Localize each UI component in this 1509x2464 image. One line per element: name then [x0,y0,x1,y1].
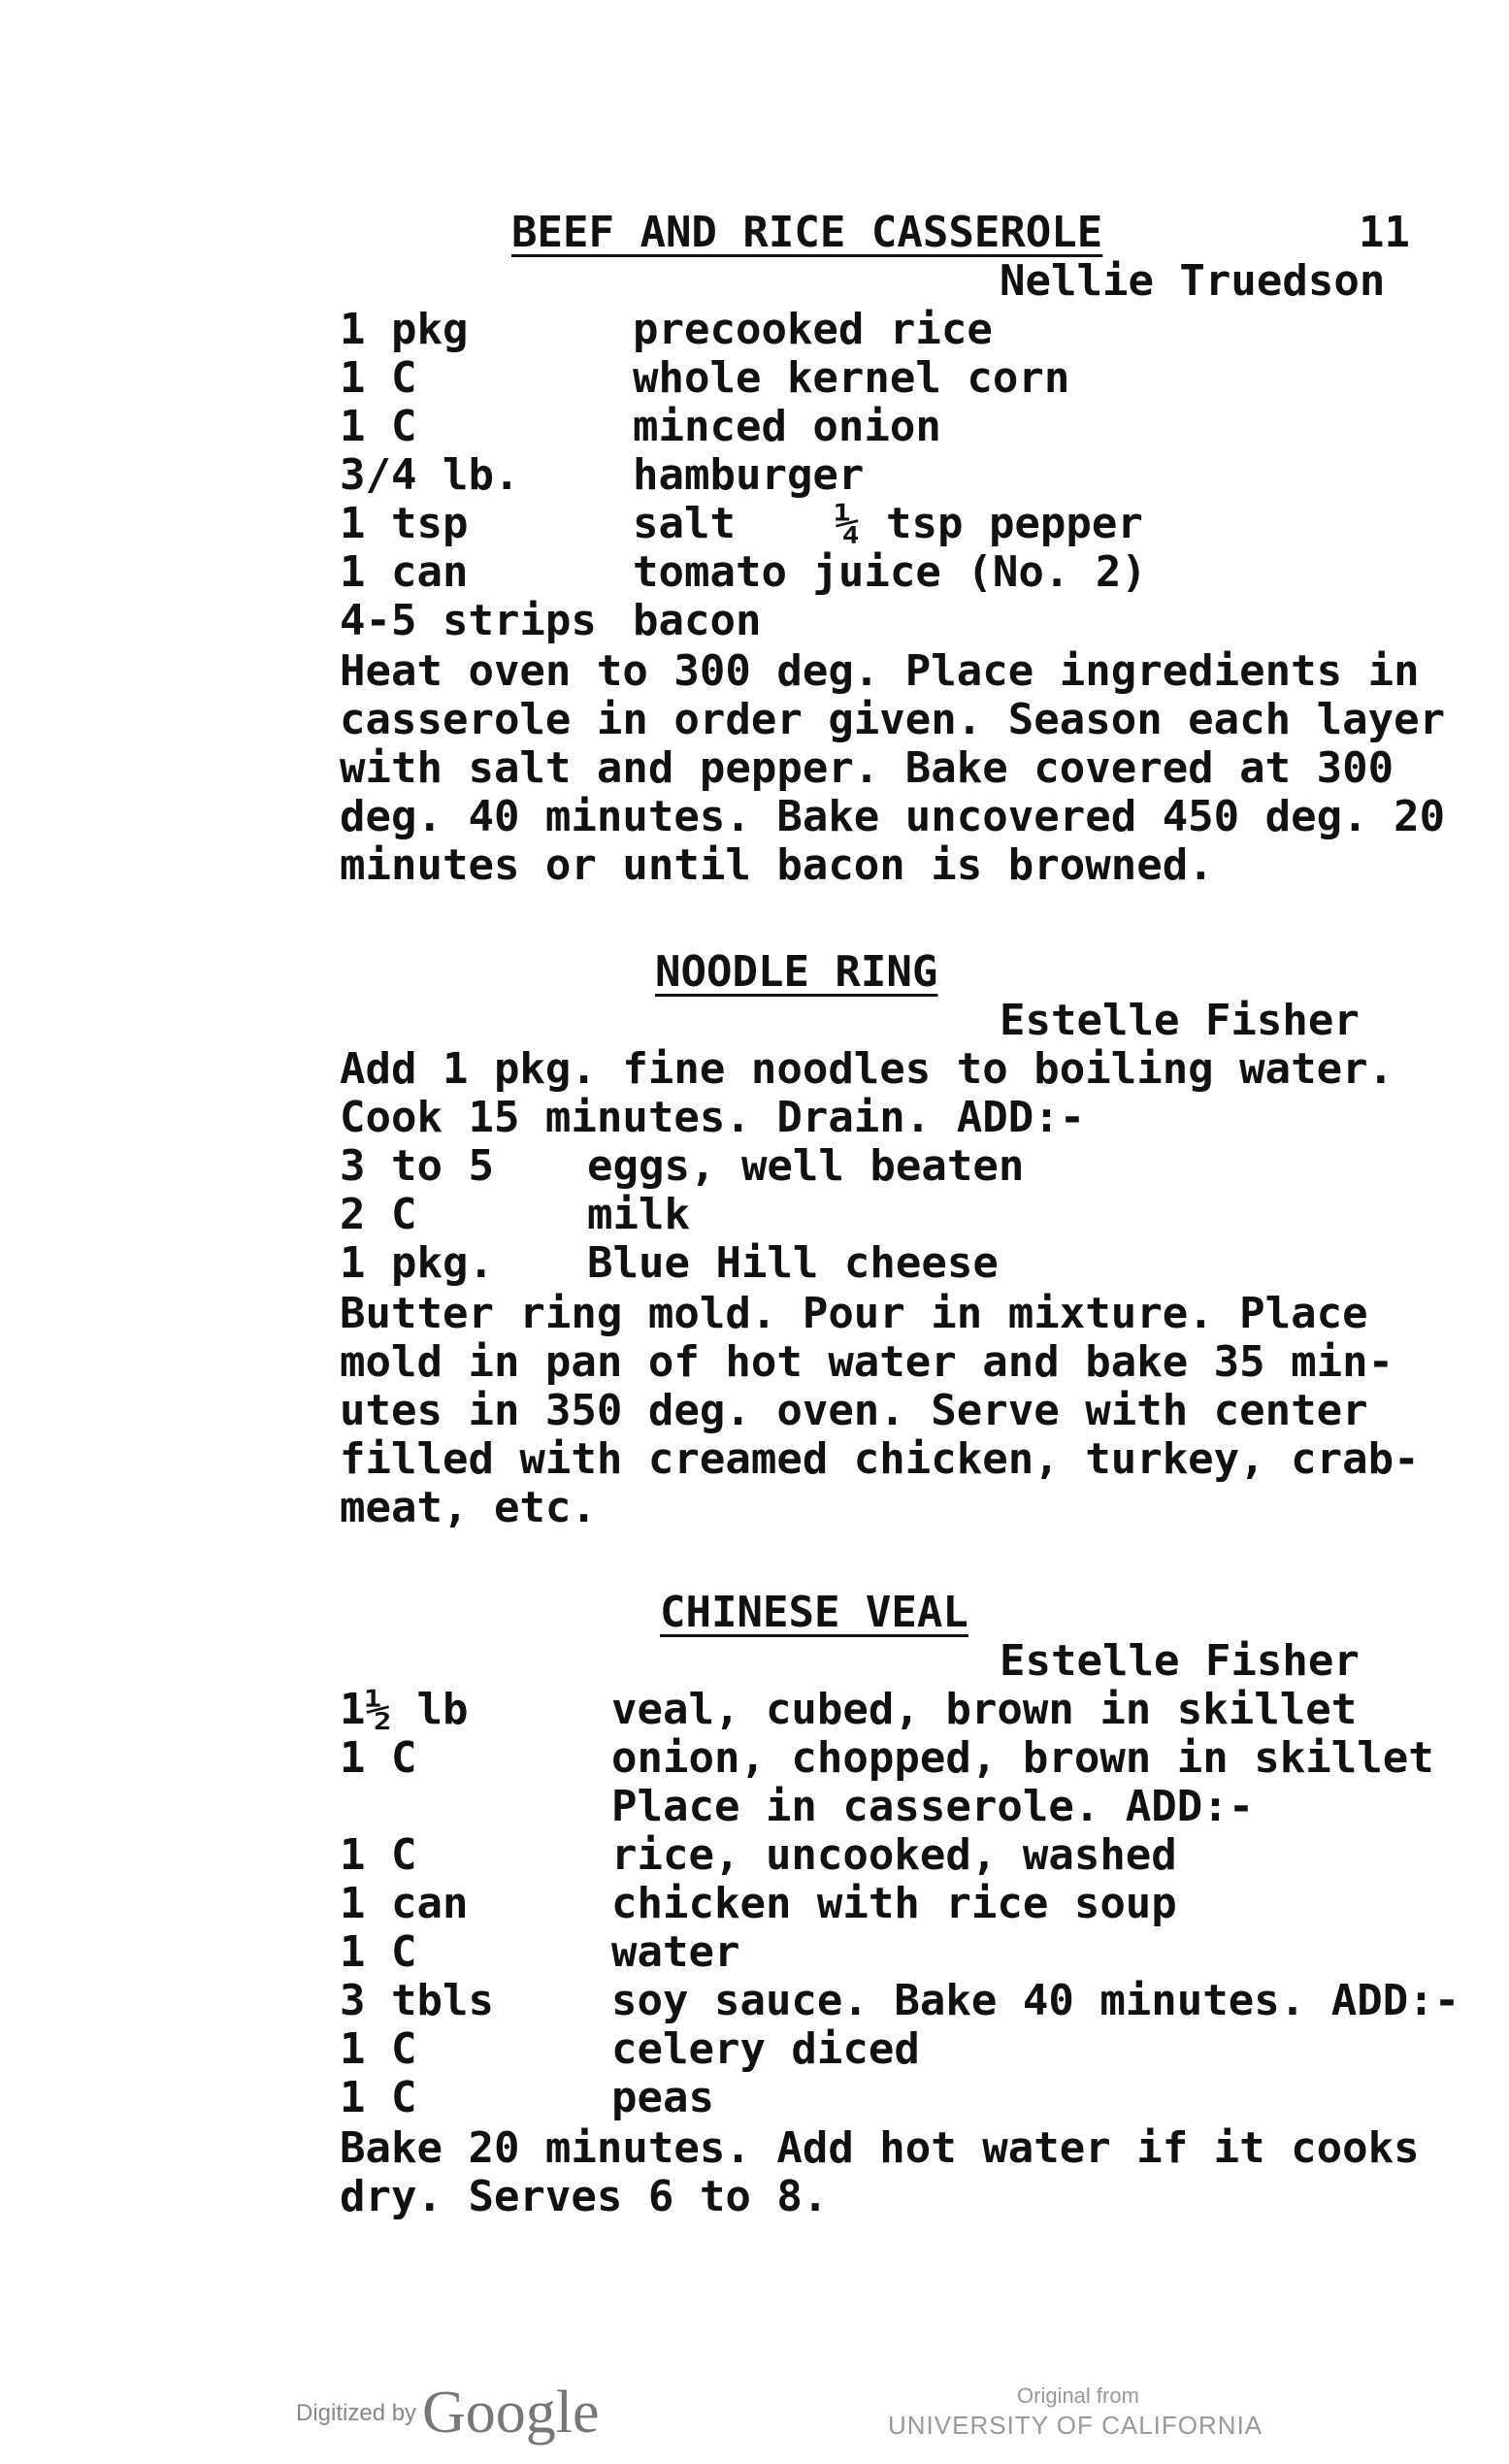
recipe-title: CHINESE VEAL [660,1588,968,1637]
direction-line: mold in pan of hot water and bake 35 min- [340,1337,1394,1387]
ingredient-item: eggs, well beaten [587,1141,1025,1191]
institution-label: UNIVERSITY OF CALIFORNIA [888,2411,1263,2440]
ingredient-item: rice, uncooked, washed [611,1830,1177,1880]
ingredient-qty: 1 C [340,2024,417,2074]
recipe-title: NOODLE RING [655,947,938,997]
ingredient-qty: 4-5 strips [340,596,597,645]
ingredient-qty: 1 C [340,1733,417,1783]
direction-line: with salt and pepper. Bake covered at 300 [340,743,1394,793]
google-logo: Google [422,2380,600,2446]
ingredient-item: chicken with rice soup [611,1879,1177,1928]
direction-line: meat, etc. [340,1483,597,1532]
ingredient-qty: 1 pkg. [340,1238,494,1288]
ingredient-qty: 2 C [340,1190,417,1239]
direction-line: deg. 40 minutes. Bake uncovered 450 deg. 20 [340,792,1446,841]
ingredient-qty: 3/4 lb. [340,450,520,500]
ingredient-qty: 1 C [340,1927,417,1977]
ingredient-qty: 1½ lb [340,1685,469,1734]
recipe-author: Estelle Fisher [1000,996,1360,1045]
ingredient-qty: 1 can [340,547,469,597]
digitized-by-label: Digitized by [296,2400,417,2426]
direction-line: Add 1 pkg. fine noodles to boiling water. [340,1044,1394,1094]
ingredient-item: water [611,1927,740,1977]
ingredient-qty: 1 C [340,2073,417,2122]
ingredient-qty: 1 pkg [340,305,469,354]
direction-line: Cook 15 minutes. Drain. ADD:- [340,1093,1086,1142]
ingredient-item: onion, chopped, brown in skillet [611,1733,1434,1783]
ingredient-item: peas [611,2073,714,2122]
ingredient-qty: 1 C [340,1830,417,1880]
ingredient-qty: 1 C [340,353,417,403]
ingredient-item: Place in casserole. ADD:- [611,1782,1255,1831]
ingredient-extra: ¼ tsp pepper [835,499,1143,548]
ingredient-qty: 1 C [340,402,417,451]
direction-line: casserole in order given. Season each layer [340,695,1446,744]
ingredient-item: precooked rice [633,305,993,354]
ingredient-qty: 3 tbls [340,1976,494,2025]
ingredient-item: Blue Hill cheese [587,1238,999,1288]
direction-line: Heat oven to 300 deg. Place ingredients in [340,646,1420,696]
ingredient-item: minced onion [633,402,941,451]
ingredient-qty: 1 can [340,1879,469,1928]
recipe-author: Estelle Fisher [1000,1636,1360,1686]
direction-line: Butter ring mold. Pour in mixture. Place [340,1289,1368,1338]
direction-line: dry. Serves 6 to 8. [340,2172,829,2221]
ingredient-qty: 1 tsp [340,499,469,548]
ingredient-item: celery diced [611,2024,920,2074]
ingredient-item: soy sauce. Bake 40 minutes. ADD:- [611,1976,1460,2025]
direction-line: Bake 20 minutes. Add hot water if it cooks [340,2123,1420,2173]
ingredient-item: milk [587,1190,690,1239]
recipe-title: BEEF AND RICE CASSEROLE [511,208,1103,257]
page-number: 11 [1359,208,1410,257]
ingredient-item: salt [633,499,736,548]
ingredient-item: veal, cubed, brown in skillet [611,1685,1358,1734]
original-from-label: Original from [1017,2383,1139,2408]
direction-line: utes in 350 deg. oven. Serve with center [340,1386,1368,1435]
recipe-author: Nellie Truedson [1000,256,1386,306]
ingredient-item: bacon [633,596,762,645]
ingredient-item: whole kernel corn [633,353,1070,403]
ingredient-item: tomato juice (No. 2) [633,547,1147,597]
ingredient-item: hamburger [633,450,865,500]
direction-line: minutes or until bacon is browned. [340,840,1214,890]
direction-line: filled with creamed chicken, turkey, crab- [340,1434,1420,1484]
ingredient-qty: 3 to 5 [340,1141,494,1191]
